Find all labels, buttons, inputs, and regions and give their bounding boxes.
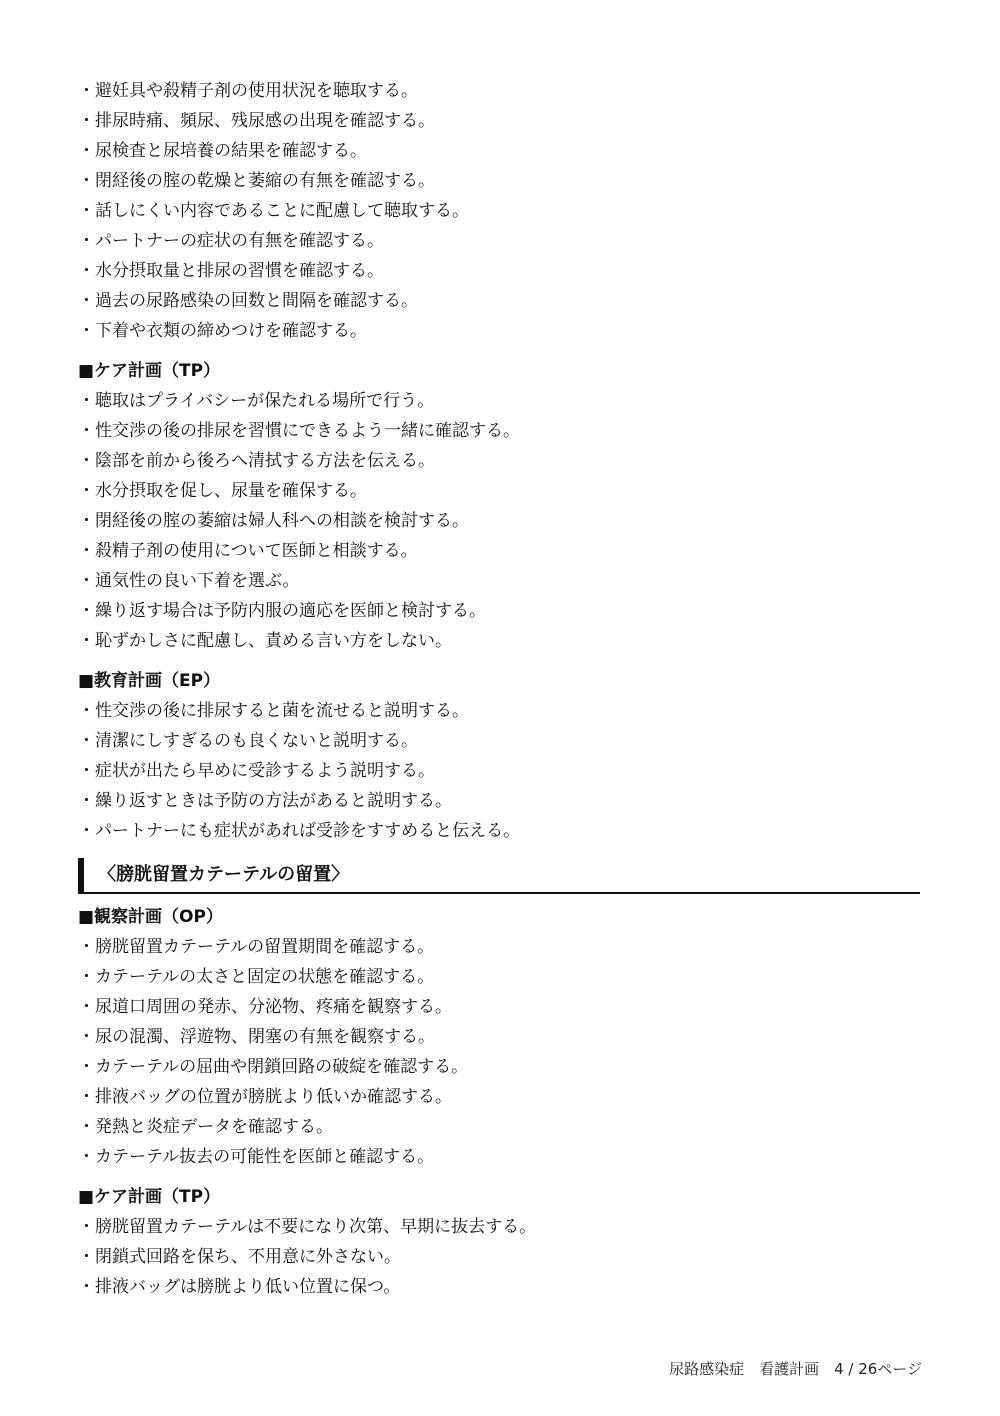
list-item: ・閉鎖式回路を保ち、不用意に外さない。 — [78, 1247, 401, 1267]
list-item: ・カテーテル抜去の可能性を医師と確認する。 — [78, 1147, 435, 1167]
list-item: ・カテーテルの太さと固定の状態を確認する。 — [78, 967, 435, 987]
list-item: ・避妊具や殺精子剤の使用状況を聴取する。 — [78, 81, 418, 101]
care-plan-list — [78, 386, 924, 656]
list-item: ・通気性の良い下着を選ぶ。 — [78, 571, 300, 591]
list-item: ・繰り返す場合は予防内服の適応を医師と検討する。 — [78, 601, 486, 621]
list-item: ・症状が出たら早めに受診するよう説明する。 — [78, 761, 435, 781]
list-item: ・膀胱留置カテーテルは不要になり次第、早期に抜去する。 — [78, 1217, 537, 1237]
care-plan-heading: ■ケア計画（TP） — [78, 361, 221, 381]
list-item: ・尿の混濁、浮遊物、閉塞の有無を観察する。 — [78, 1027, 435, 1047]
list-item: ・清潔にしすぎるのも良くないと説明する。 — [78, 731, 418, 751]
observation-plan-heading: ■観察計画（OP） — [78, 907, 223, 927]
list-item: ・水分摂取量と排尿の習慣を確認する。 — [78, 261, 384, 281]
list-item: ・過去の尿路感染の回数と間隔を確認する。 — [78, 291, 418, 311]
page-content — [78, 76, 924, 1302]
list-item: ・尿検査と尿培養の結果を確認する。 — [78, 141, 367, 161]
list-item: ・下着や衣類の締めつけを確認する。 — [78, 321, 367, 341]
care-plan-heading: ■ケア計画（TP） — [78, 1187, 221, 1207]
list-item: ・パートナーにも症状があれば受診をすすめると伝える。 — [78, 821, 521, 841]
list-item: ・排液バッグの位置が膀胱より低いか確認する。 — [78, 1087, 452, 1107]
education-plan-heading: ■教育計画（EP） — [78, 671, 221, 691]
list-item: ・パートナーの症状の有無を確認する。 — [78, 231, 384, 251]
list-item: ・尿道口周囲の発赤、分泌物、疼痛を観察する。 — [78, 997, 452, 1017]
list-item: ・排尿時痛、頻尿、残尿感の出現を確認する。 — [78, 111, 435, 131]
observation-list-continued — [78, 76, 924, 346]
page-footer: 尿路感染症 看護計画 4 / 26ページ — [669, 1360, 922, 1378]
observation-plan-list — [78, 932, 924, 1172]
list-item: ・膀胱留置カテーテルの留置期間を確認する。 — [78, 937, 435, 957]
list-item: ・排液バッグは膀胱より低い位置に保つ。 — [78, 1277, 401, 1297]
section-title: 〈膀胱留置カテーテルの留置〉 — [78, 858, 920, 894]
education-plan-list — [78, 696, 924, 846]
list-item: ・陰部を前から後ろへ清拭する方法を伝える。 — [78, 451, 435, 471]
list-item: ・聴取はプライバシーが保たれる場所で行う。 — [78, 391, 435, 411]
list-item: ・性交渉の後に排尿すると菌を流せると説明する。 — [78, 701, 469, 721]
list-item: ・恥ずかしさに配慮し、責める言い方をしない。 — [78, 631, 452, 651]
list-item: ・発熱と炎症データを確認する。 — [78, 1117, 333, 1137]
list-item: ・水分摂取を促し、尿量を確保する。 — [78, 481, 367, 501]
list-item: ・殺精子剤の使用について医師と相談する。 — [78, 541, 418, 561]
care-plan-list — [78, 1212, 924, 1302]
list-item: ・話しにくい内容であることに配慮して聴取する。 — [78, 201, 469, 221]
list-item: ・閉経後の腟の萎縮は婦人科への相談を検討する。 — [78, 511, 469, 531]
list-item: ・性交渉の後の排尿を習慣にできるよう一緒に確認する。 — [78, 421, 520, 441]
list-item: ・カテーテルの屈曲や閉鎖回路の破綻を確認する。 — [78, 1057, 469, 1077]
list-item: ・閉経後の腟の乾燥と萎縮の有無を確認する。 — [78, 171, 435, 191]
list-item: ・繰り返すときは予防の方法があると説明する。 — [78, 791, 452, 811]
